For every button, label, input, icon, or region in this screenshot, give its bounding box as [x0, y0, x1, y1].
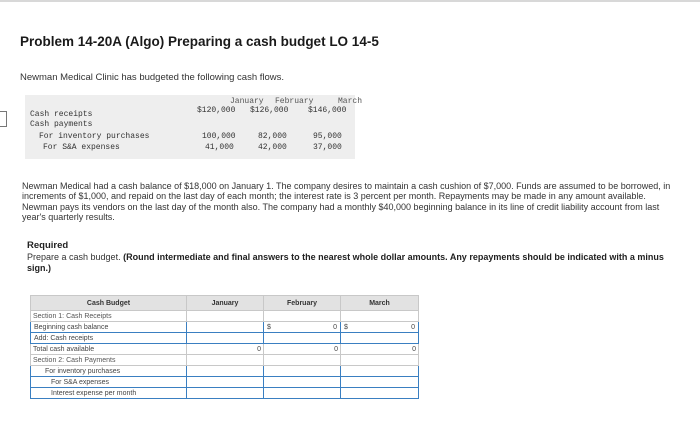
cash-budget-table	[30, 295, 419, 399]
currency-symbol: $	[344, 323, 348, 331]
flows-row-label: For inventory purchases	[39, 132, 150, 141]
header-cash-budget: Cash Budget	[31, 296, 187, 311]
required-heading: Required	[27, 240, 69, 251]
flows-value: 37,000	[313, 143, 342, 152]
table-row	[31, 377, 419, 388]
flows-row-label: Cash payments	[30, 120, 93, 129]
inventory-purchases-january-input[interactable]	[187, 366, 264, 377]
table-row	[31, 322, 419, 333]
table-row	[31, 355, 419, 366]
flows-header-march: March	[338, 97, 363, 106]
interest-expense-label-input[interactable]: Interest expense per month	[31, 388, 187, 399]
table-cell	[264, 355, 341, 366]
cash-receipts-label-input[interactable]: Add: Cash receipts	[31, 333, 187, 344]
cash-receipts-january-input[interactable]	[187, 333, 264, 344]
inventory-purchases-march-input[interactable]	[341, 366, 419, 377]
cash-receipts-february-input[interactable]	[264, 333, 341, 344]
flows-value: 41,000	[205, 143, 234, 152]
flows-row-label: Cash receipts	[30, 110, 93, 119]
problem-paragraph: Newman Medical had a cash balance of $18,000 on January 1. The company desires to maintain a cash cushion of $7,000. Funds are assumed to be borrowed, in increments of $1,000, and repaid on the last day of each month; the interest rate is 3 percent per month. Repayments may be made in any amount available. Newman pays its vendors on the last day of the month also. The company had a monthly $40,000 beginning balance in its line of credit liability account from last year's quarterly results.	[22, 181, 671, 223]
flows-value: $146,000	[308, 106, 347, 115]
table-row	[31, 344, 419, 355]
sa-expenses-february-input[interactable]	[264, 377, 341, 388]
sa-expenses-january-input[interactable]	[187, 377, 264, 388]
flows-row-label: For S&A expenses	[43, 143, 120, 152]
beginning-cash-march-input[interactable]	[341, 322, 419, 333]
table-row	[31, 311, 419, 322]
flows-value: 95,000	[313, 132, 342, 141]
table-row	[31, 366, 419, 377]
cash-receipts-march-input[interactable]	[341, 333, 419, 344]
cell-value: 0	[411, 323, 415, 331]
beginning-cash-january-input[interactable]	[187, 322, 264, 333]
beginning-cash-february-input[interactable]	[264, 322, 341, 333]
sa-expenses-march-input[interactable]	[341, 377, 419, 388]
required-instructions	[27, 252, 677, 274]
total-cash-march: 0	[341, 344, 419, 355]
table-cell	[341, 311, 419, 322]
table-row	[31, 333, 419, 344]
sa-expenses-label-input[interactable]: For S&A expenses	[31, 377, 187, 388]
total-cash-february: 0	[264, 344, 341, 355]
header-march: March	[341, 296, 419, 311]
currency-symbol: $	[267, 323, 271, 331]
table-header-row	[31, 296, 419, 311]
cell-value: 0	[333, 323, 337, 331]
section-1-label: Section 1: Cash Receipts	[31, 311, 187, 322]
required-rounding-note: (Round intermediate and final answers to the nearest whole dollar amounts. Any repayments should be indicated with a minus sign.)	[27, 252, 664, 273]
cash-flows-box	[25, 95, 363, 159]
section-2-label: Section 2: Cash Payments	[31, 355, 187, 366]
side-tab-handle[interactable]	[0, 111, 7, 127]
flows-header-january: January	[230, 97, 264, 106]
interest-expense-february-input[interactable]	[264, 388, 341, 399]
inventory-purchases-february-input[interactable]	[264, 366, 341, 377]
flows-value: 100,000	[202, 132, 236, 141]
flows-value: $126,000	[250, 106, 289, 115]
table-cell	[341, 355, 419, 366]
flows-value: 42,000	[258, 143, 287, 152]
header-february: February	[264, 296, 341, 311]
interest-expense-march-input[interactable]	[341, 388, 419, 399]
beginning-cash-label-input[interactable]: Beginning cash balance	[31, 322, 187, 333]
table-cell	[187, 355, 264, 366]
flows-value: 82,000	[258, 132, 287, 141]
intro-text: Newman Medical Clinic has budgeted the following cash flows.	[20, 72, 285, 83]
top-divider	[0, 0, 700, 2]
problem-title: Problem 14-20A (Algo) Preparing a cash budget LO 14-5	[20, 34, 379, 49]
header-january: January	[187, 296, 264, 311]
table-cell	[264, 311, 341, 322]
total-cash-january: 0	[187, 344, 264, 355]
total-cash-available-label: Total cash available	[31, 344, 187, 355]
flows-header-february: February	[275, 97, 314, 106]
table-cell	[187, 311, 264, 322]
table-row	[31, 388, 419, 399]
required-text: Prepare a cash budget.	[27, 252, 121, 262]
interest-expense-january-input[interactable]	[187, 388, 264, 399]
flows-value: $120,000	[197, 106, 236, 115]
inventory-purchases-label-input[interactable]: For inventory purchases	[31, 366, 187, 377]
